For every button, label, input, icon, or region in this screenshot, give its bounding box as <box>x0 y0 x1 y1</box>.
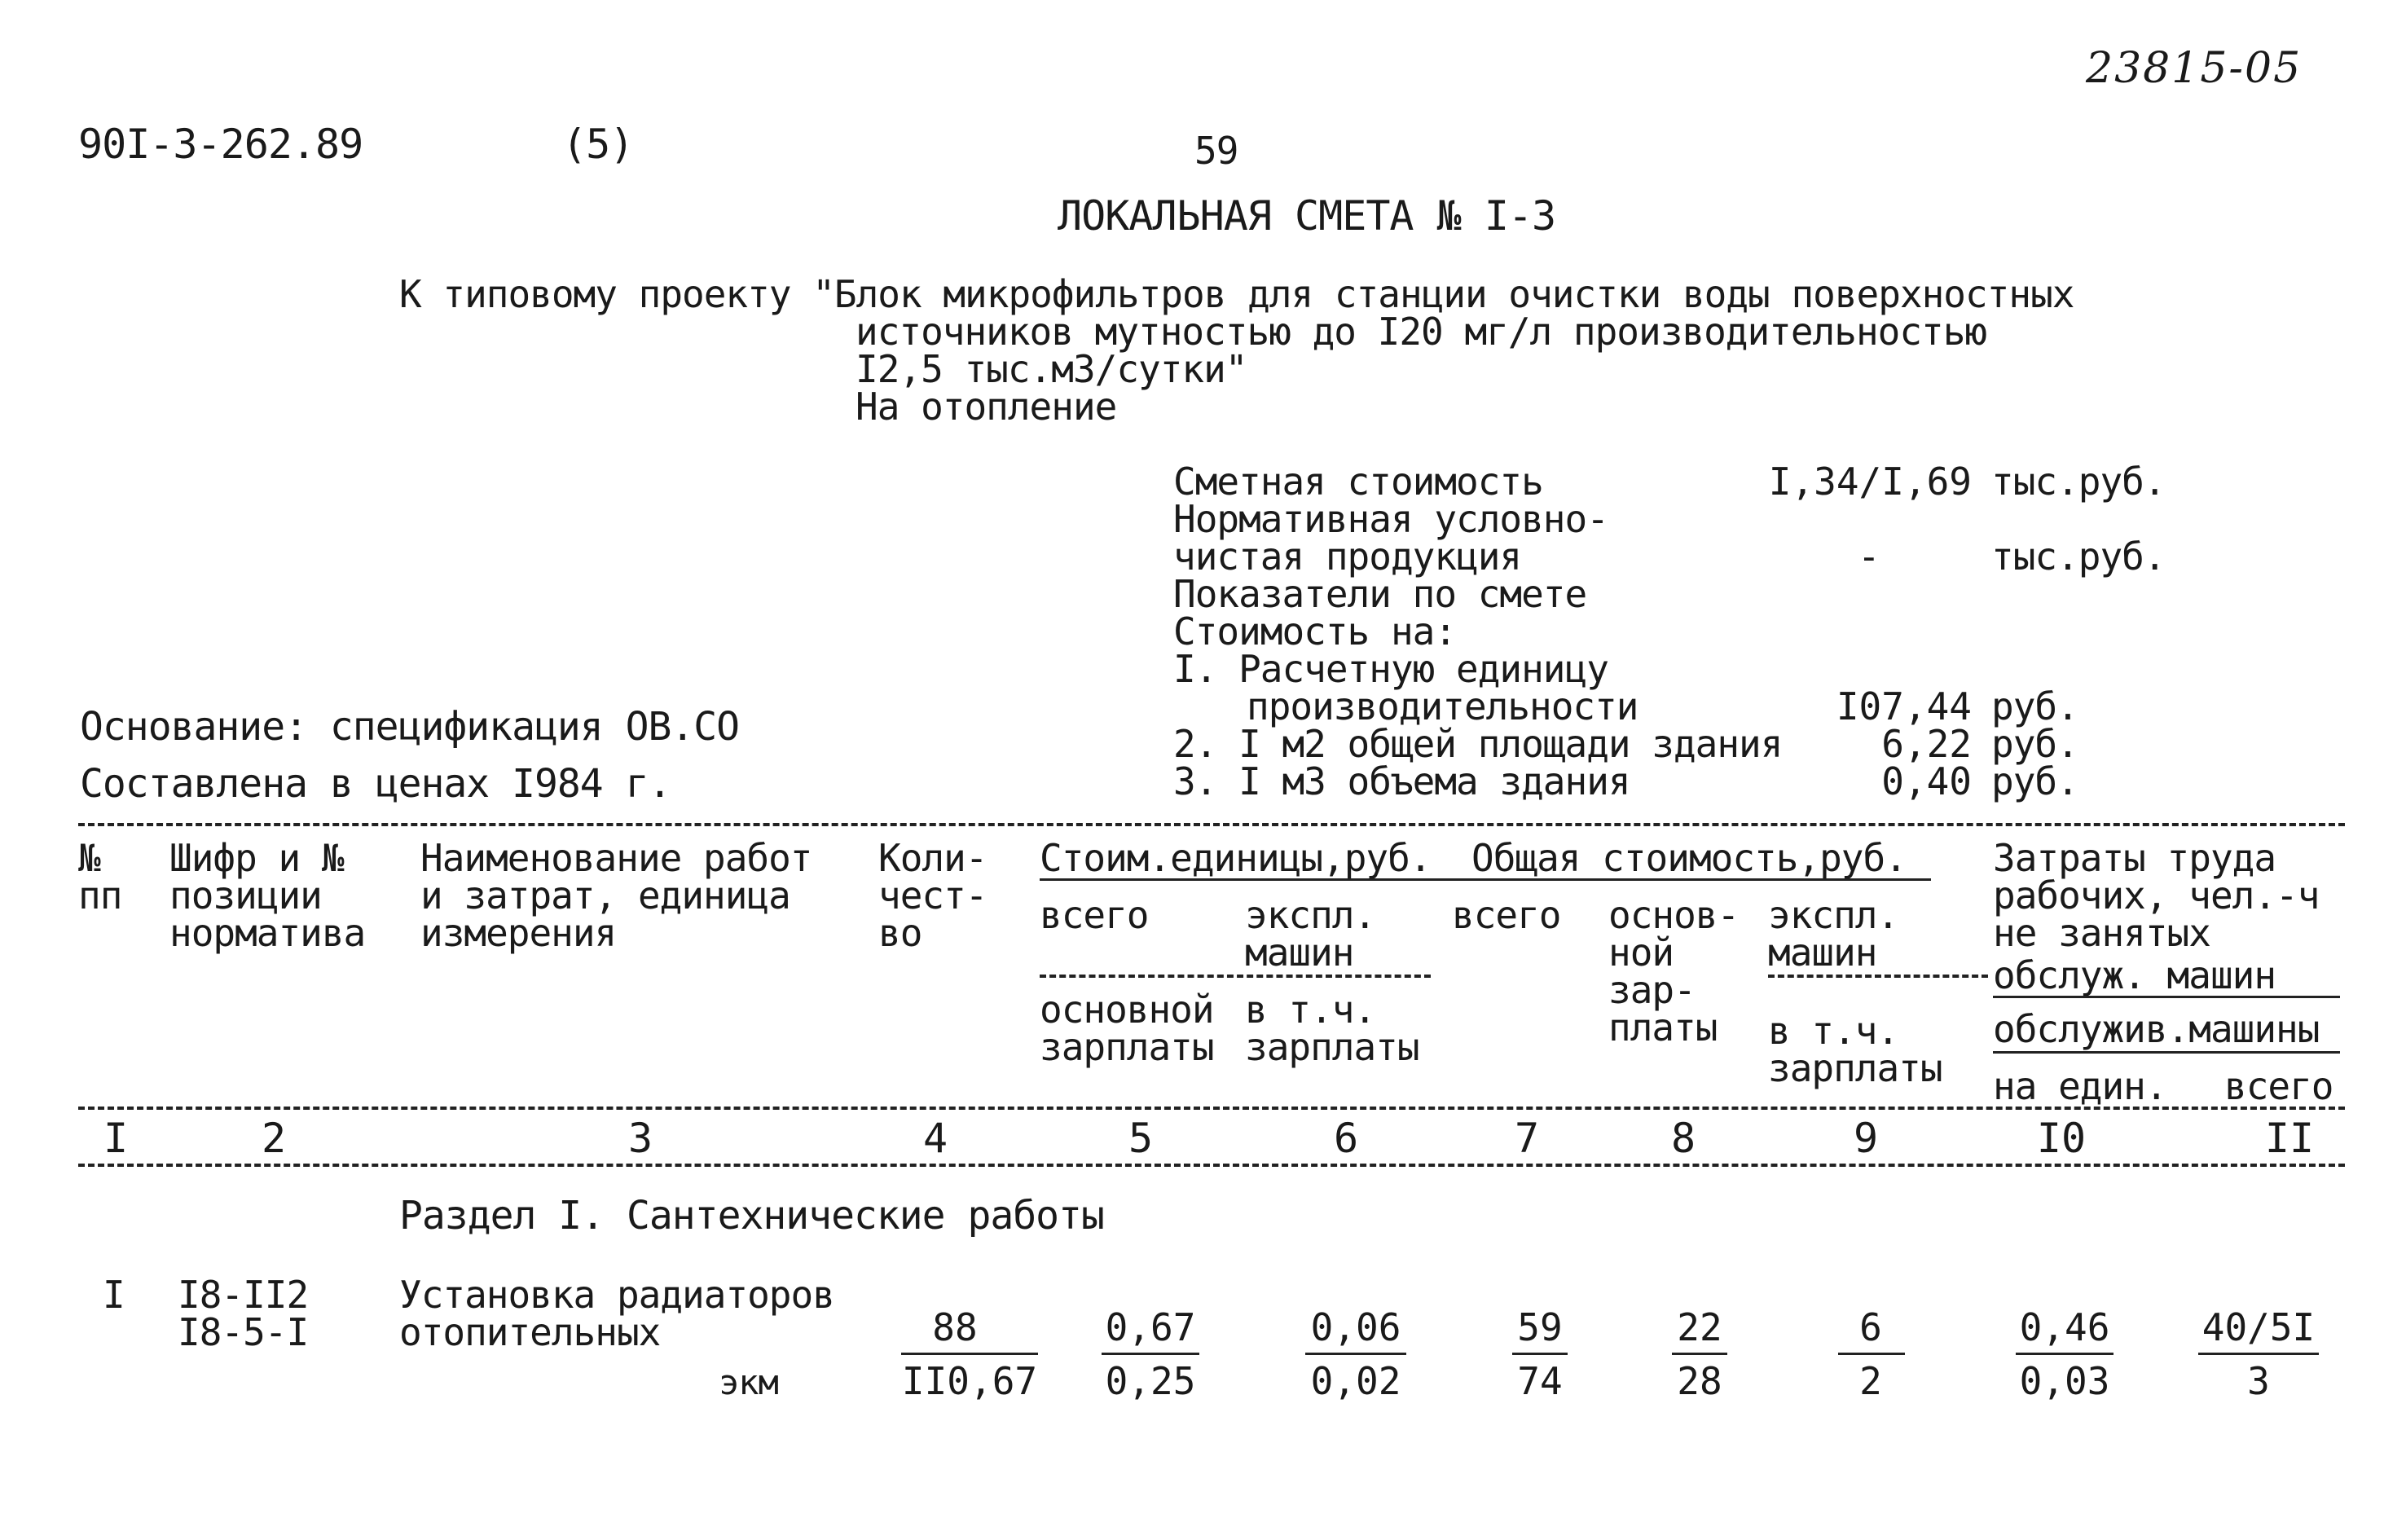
column-number: 2 <box>261 1115 287 1162</box>
cell-c10-fraction-bar <box>2016 1353 2113 1355</box>
header-col10-sub: на един. <box>1993 1064 2167 1108</box>
norm-value: - <box>1858 535 1880 579</box>
item2-value: 6,22 <box>1881 722 1972 766</box>
header-name: Наименование работ и затрат, единица измерения <box>420 836 812 955</box>
header-quantity: Коли- чест- во <box>878 836 987 955</box>
cell-qty-fraction-bar <box>901 1353 1038 1355</box>
cell-c9-top: 6 <box>1859 1305 1882 1349</box>
header-labor-sub1: обслуж. машин <box>1993 953 2276 997</box>
header-subrule-unit <box>1040 975 1431 978</box>
cell-c11-bottom: 3 <box>2247 1359 2270 1403</box>
row-code-1: I8-II2 <box>178 1273 309 1317</box>
column-number: II <box>2264 1115 2315 1162</box>
cell-c6-fraction-bar <box>1305 1353 1406 1355</box>
header-col8: основ- ной зар- платы <box>1608 893 1740 1049</box>
header-subrule-total <box>1768 975 1988 978</box>
cell-c8-top: 22 <box>1677 1305 1722 1349</box>
cell-c10-bottom: 0,03 <box>2019 1359 2110 1403</box>
column-number: I <box>103 1115 129 1162</box>
cost-on-label: Стоимость на: <box>1173 609 1457 653</box>
column-number: 4 <box>922 1115 948 1162</box>
cell-c5-fraction-bar <box>1102 1353 1199 1355</box>
norm-label-1: Нормативная условно- <box>1173 497 1608 541</box>
norm-label-2: чистая продукция <box>1173 535 1522 579</box>
document-part: (5) <box>562 121 634 168</box>
item3-value: 0,40 <box>1881 759 1972 803</box>
header-total-cost-group: Общая стоимость,руб. <box>1471 836 1907 880</box>
cell-c10-top: 0,46 <box>2019 1305 2110 1349</box>
header-col5-top: всего <box>1040 893 1149 937</box>
cell-c7-bottom: 74 <box>1517 1359 1563 1403</box>
cell-c8-bottom: 28 <box>1677 1359 1722 1403</box>
norm-unit: тыс.руб. <box>1991 535 2166 579</box>
header-col9-top: экспл. машин <box>1768 893 1899 975</box>
header-labor-sub2: обслужив.машины <box>1993 1007 2320 1051</box>
column-number: I0 <box>2036 1115 2087 1162</box>
cell-c5-top: 0,67 <box>1105 1305 1196 1349</box>
cell-c9-fraction-bar <box>1838 1353 1905 1355</box>
column-number: 7 <box>1514 1115 1540 1162</box>
section-title: Раздел I. Сантехнические работы <box>399 1193 1104 1239</box>
item1-unit: руб. <box>1991 684 2078 728</box>
header-col7: всего <box>1452 893 1561 937</box>
subtitle-line-1: К типовому проекту "Блок микрофильтров для станции очистки воды поверхностных <box>399 272 2074 316</box>
cell-c7-fraction-bar <box>1512 1353 1568 1355</box>
column-number: 6 <box>1333 1115 1359 1162</box>
header-labor-group: Затраты труда рабочих, чел.-ч не занятых <box>1993 836 2320 955</box>
row-unit: экм <box>719 1362 778 1402</box>
cell-c8-fraction-bar <box>1672 1353 1727 1355</box>
column-number: 5 <box>1128 1115 1154 1162</box>
subtitle-line-3: I2,5 тыс.м3/сутки" <box>856 347 1247 391</box>
cell-c11-top: 40/5I <box>2201 1305 2316 1349</box>
column-number: 9 <box>1853 1115 1879 1162</box>
header-col5-bottom: основной зарплаты <box>1040 988 1214 1069</box>
item2-unit: руб. <box>1991 722 2078 766</box>
cost-label: Сметная стоимость <box>1173 460 1543 504</box>
column-number: 3 <box>627 1115 653 1162</box>
indicators-label: Показатели по смете <box>1173 572 1587 616</box>
header-bottom-rule <box>78 1107 2345 1110</box>
item3-unit: руб. <box>1991 759 2078 803</box>
cell-c9-bottom: 2 <box>1859 1359 1882 1403</box>
row-code-2: I8-5-I <box>178 1310 309 1354</box>
header-unit-cost-group: Стоим.единицы,руб. <box>1040 836 1432 880</box>
item3-label: 3. I м3 объема здания <box>1173 759 1630 803</box>
cost-value: I,34/I,69 <box>1768 460 1972 504</box>
row-number: I <box>103 1273 125 1317</box>
item1-label-1: I. Расчетную единицу <box>1173 647 1608 691</box>
header-col6-top: экспл. машин <box>1245 893 1376 975</box>
row-name-2: отопительных <box>399 1310 661 1354</box>
cell-qty-bottom: II0,67 <box>901 1359 1038 1403</box>
cell-c11-fraction-bar <box>2198 1353 2319 1355</box>
header-col9-bottom: в т.ч. зарплаты <box>1768 1009 1942 1090</box>
item1-value: I07,44 <box>1836 684 1972 728</box>
column-numbers-rule <box>78 1164 2345 1167</box>
cell-c5-bottom: 0,25 <box>1105 1359 1196 1403</box>
subtitle-line-2: источников мутностью до I20 мг/л производительностью <box>856 310 1987 354</box>
header-cost-underline <box>1040 878 1931 881</box>
item2-label: 2. I м2 общей площади здания <box>1173 722 1783 766</box>
cost-unit: тыс.руб. <box>1991 460 2166 504</box>
header-num: № пп <box>78 836 122 917</box>
cell-c6-top: 0,06 <box>1310 1305 1401 1349</box>
header-labor-rule2 <box>1993 1051 2340 1054</box>
document-title: ЛОКАЛЬНАЯ СМЕТА № I-3 <box>1058 192 1556 240</box>
row-name-1: Установка радиаторов <box>399 1273 834 1317</box>
item1-label-2: производительности <box>1247 684 1638 728</box>
basis-text: Основание: спецификация ОВ.СО <box>80 704 740 750</box>
column-number: 8 <box>1670 1115 1696 1162</box>
cell-qty-top: 88 <box>932 1305 978 1349</box>
subtitle-line-4: На отопление <box>856 385 1117 429</box>
table-top-rule <box>78 823 2345 826</box>
handwritten-archive-code: 23815-05 <box>2086 44 2303 93</box>
cell-c6-bottom: 0,02 <box>1310 1359 1401 1403</box>
prices-text: Составлена в ценах I984 г. <box>80 761 671 807</box>
header-col6-bottom: в т.ч. зарплаты <box>1245 988 1419 1069</box>
header-code: Шифр и № позиции норматива <box>169 836 366 955</box>
page-number: 59 <box>1194 129 1238 173</box>
document-code: 90I-3-262.89 <box>78 121 363 168</box>
header-labor-rule1 <box>1993 996 2340 998</box>
cell-c7-top: 59 <box>1517 1305 1563 1349</box>
header-col11-sub: всего <box>2224 1064 2333 1108</box>
